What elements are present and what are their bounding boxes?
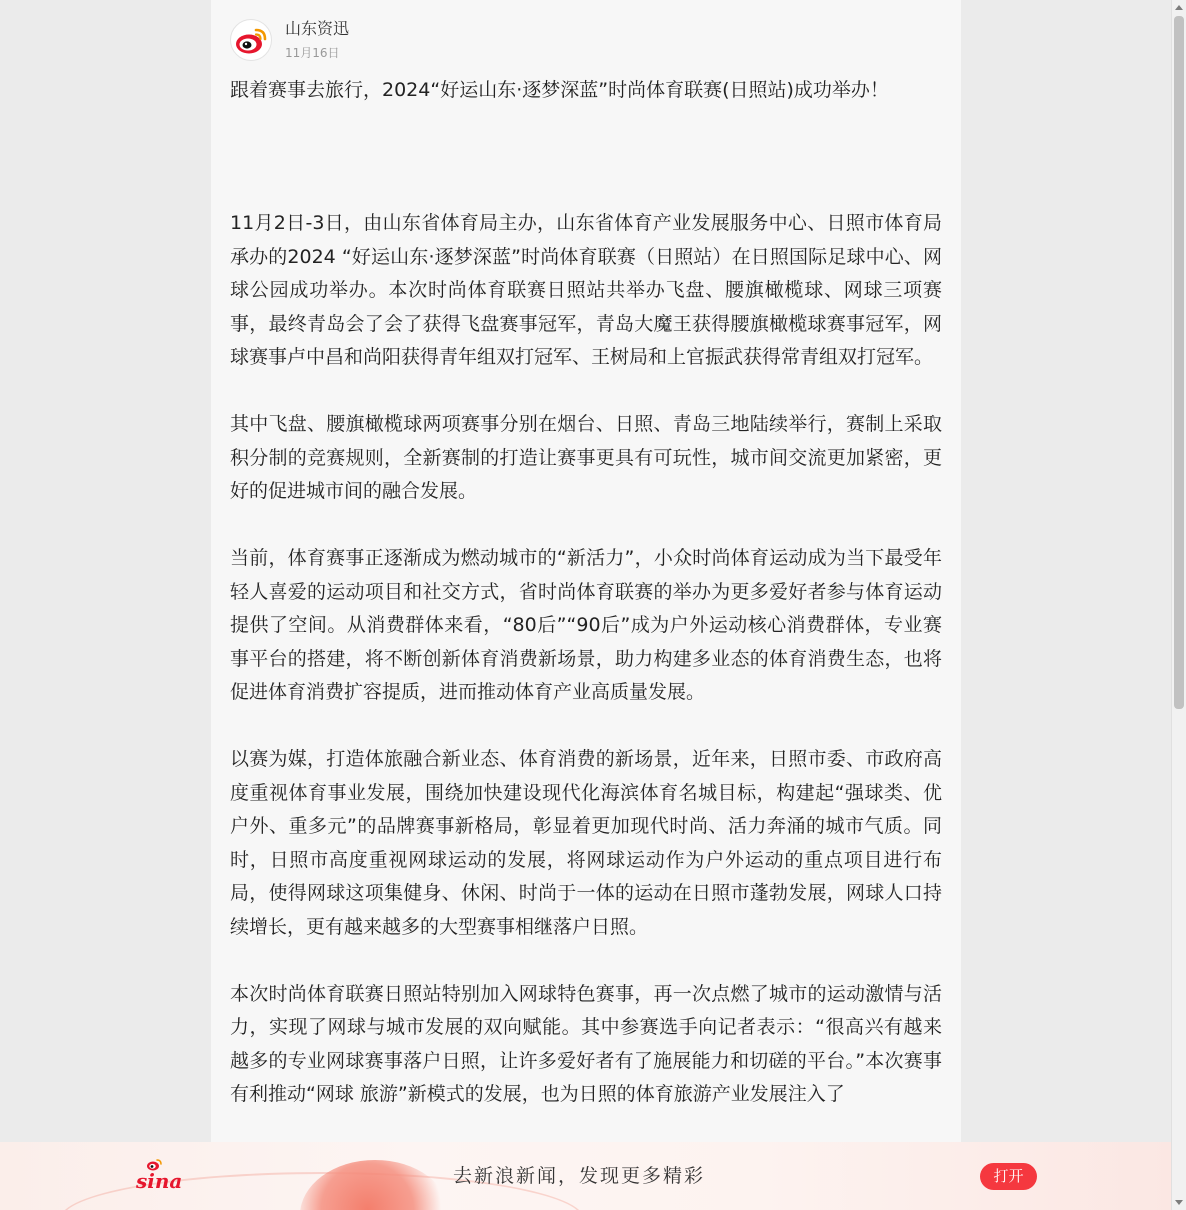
article-paragraph: 以赛为媒，打造体旅融合新业态、体育消费的新场景，近年来，日照市委、市政府高度重视体育事业发展，围绕加快建设现代化海滨体育名城目标，构建起“强球类、优户外、重多元”的品牌赛事新格局，彰显着更加现代时尚、活力奔涌的城市气质。同时，日照市高度重视网球运动的发展，将网球运动作为户外运动的重点项目进行布局，使得网球这项集健身、休闲、时尚于一体的运动在日照市蓬勃发展，网球人口持续增长，更有越来越多的大型赛事相继落户日照。 xyxy=(230,748,942,938)
scrollbar-thumb[interactable] xyxy=(1174,16,1184,709)
app-download-banner[interactable] xyxy=(0,1142,1171,1210)
article-paragraph: 本次时尚体育联赛日照站特别加入网球特色赛事，再一次点燃了城市的运动激情与活力，实现了网球与城市发展的双向赋能。其中参赛选手向记者表示：“很高兴有越来越多的专业网球赛事落户日照，让许多爱好者有了施展能力和切磋的平台。”本次赛事有利推动“网球 旅游”新模式的发展，也为日照的体育旅游产业发展注入了 xyxy=(230,982,942,1105)
scroll-up-arrow-icon[interactable] xyxy=(1175,5,1183,10)
article-page xyxy=(211,0,961,1210)
page-scrollbar[interactable] xyxy=(1171,0,1186,1210)
author-avatar[interactable] xyxy=(230,19,272,61)
open-app-button[interactable]: 打开 xyxy=(980,1163,1037,1190)
article-title: 跟着赛事去旅行，2024“好运山东·逐梦深蓝”时尚体育联赛(日照站)成功举办！ xyxy=(230,79,889,101)
publish-date: 11月16日 xyxy=(285,46,340,60)
article-body xyxy=(230,207,942,1145)
article-paragraph: 当前，体育赛事正逐渐成为燃动城市的“新活力”，小众时尚体育运动成为当下最受年轻人喜爱的运动项目和社交方式，省时尚体育联赛的举办为更多爱好者参与体育运动提供了空间。从消费群体来看，“80后”“90后”成为户外运动核心消费群体，专业赛事平台的搭建，将不断创新体育消费新场景，助力构建多业态的体育消费生态，也将促进体育消费扩容提质，进而推动体育产业高质量发展。 xyxy=(230,547,942,703)
banner-slogan: 去新浪新闻，发现更多精彩 xyxy=(453,1165,706,1187)
article-header xyxy=(230,19,930,65)
weibo-logo-icon xyxy=(234,25,268,57)
scroll-down-arrow-icon[interactable] xyxy=(1175,1200,1183,1205)
banner-decoration xyxy=(300,1160,450,1210)
article-paragraph: 其中飞盘、腰旗橄榄球两项赛事分别在烟台、日照、青岛三地陆续举行，赛制上采取积分制的竞赛规则，全新赛制的打造让赛事更具有可玩性，城市间交流更加紧密，更好的促进城市间的融合发展。 xyxy=(230,413,942,502)
article-paragraph: 11月2日-3日，由山东省体育局主办，山东省体育产业发展服务中心、日照市体育局承办的2024 “好运山东·逐梦深蓝”时尚体育联赛（日照站）在日照国际足球中心、网球公园成功举办。本次时尚体育联赛日照站共举办飞盘、腰旗橄榄球、网球三项赛事，最终青岛会了会了获得飞盘赛事冠军，青岛大魔王获得腰旗橄榄球赛事冠军，网球赛事卢中昌和尚阳获得青年组双打冠军、王树局和上官振武获得常青组双打冠军。 xyxy=(230,212,942,368)
sina-logo-icon xyxy=(135,1158,185,1196)
svg-text:sina: sina xyxy=(136,1169,183,1192)
author-name[interactable]: 山东资迅 xyxy=(285,19,350,38)
